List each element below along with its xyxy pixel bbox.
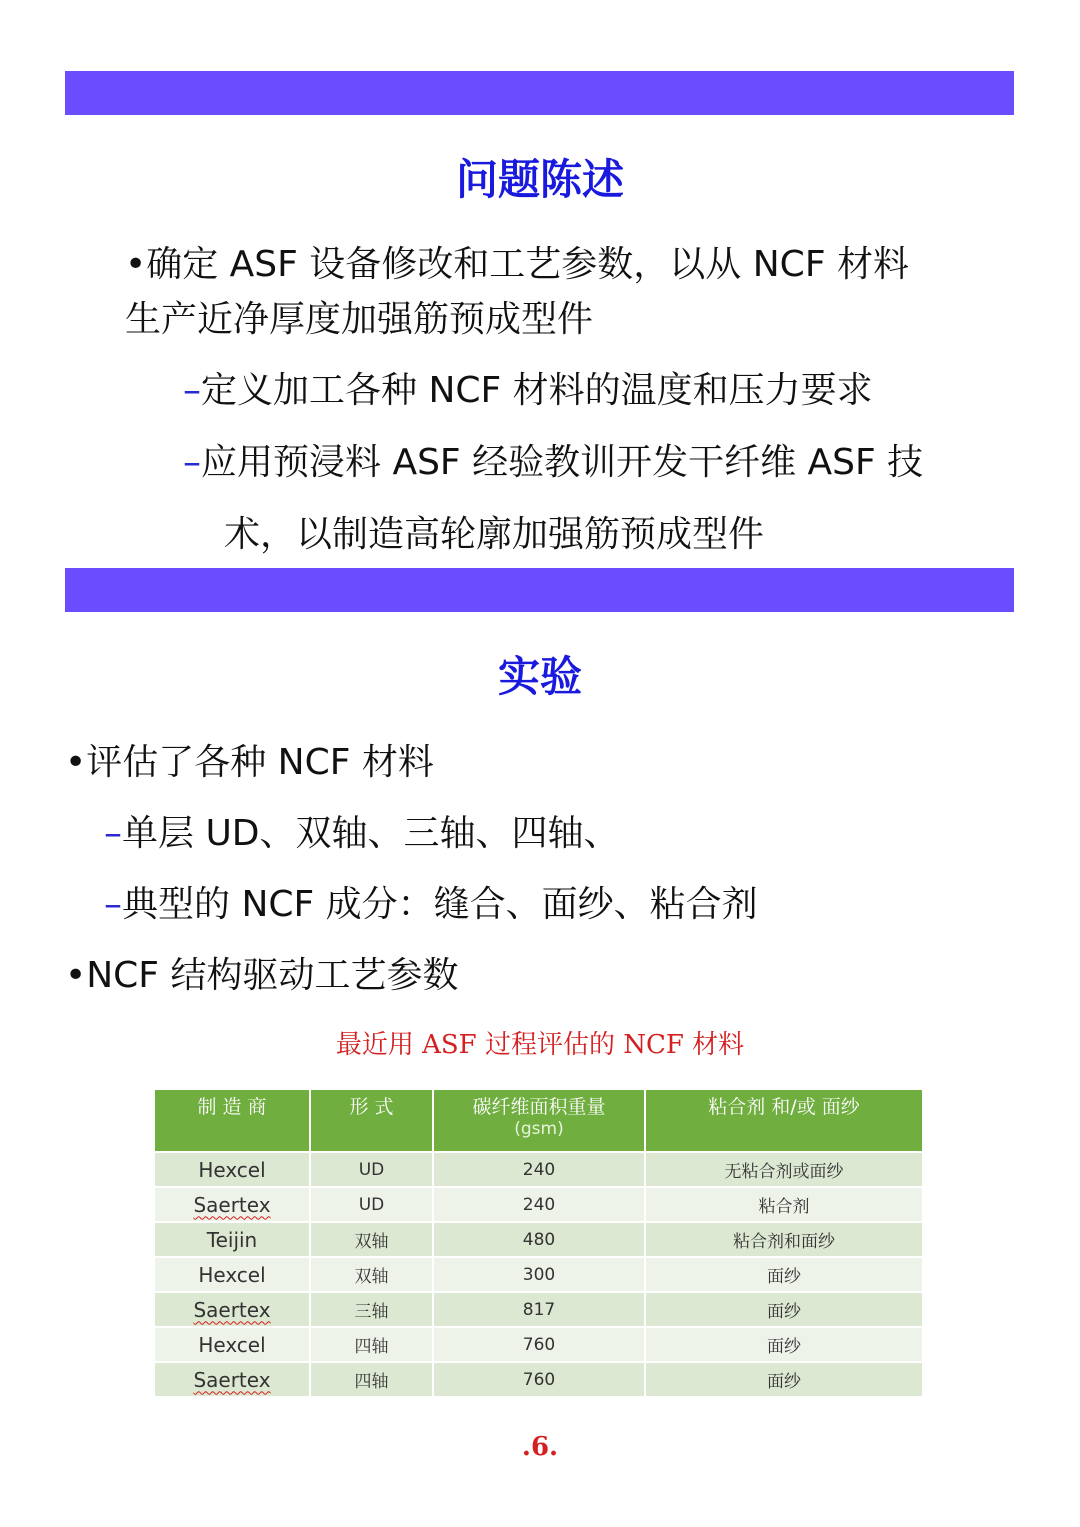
data-table	[155, 1090, 922, 1396]
dash-mark: –	[104, 813, 122, 854]
cell-manufacturer	[155, 1187, 310, 1222]
cell-binder: 面纱	[645, 1292, 922, 1327]
cell-form: UD	[310, 1187, 433, 1222]
top-divider-bar	[65, 71, 1014, 115]
bullet-mark: •	[65, 955, 87, 996]
sub-item	[104, 883, 758, 927]
cell-form: 四轴	[310, 1327, 433, 1362]
cell-form: UD	[310, 1152, 433, 1187]
table-header-row	[155, 1090, 922, 1152]
sub-item-text: 典型的 NCF 成分：缝合、面纱、粘合剂	[122, 884, 758, 925]
bullet-continuation: 生产近净厚度加强筋预成型件	[125, 299, 594, 340]
cell-binder: 粘合剂	[645, 1187, 922, 1222]
sub-item-text: 定义加工各种 NCF 材料的温度和压力要求	[201, 370, 873, 411]
cell-weight: 760	[433, 1362, 645, 1396]
page-number: .6.	[521, 1432, 559, 1462]
table-caption: 最近用 ASF 过程评估的 NCF 材料	[335, 1030, 745, 1060]
manufacturer-name: Saertex	[193, 1297, 271, 1322]
cell-form: 三轴	[310, 1292, 433, 1327]
bullet-item	[125, 243, 909, 287]
sub-item-text: 单层 UD、双轴、三轴、四轴、	[122, 813, 620, 854]
bullet-text: NCF 结构驱动工艺参数	[86, 955, 459, 996]
cell-binder: 面纱	[645, 1362, 922, 1396]
sub-item	[183, 441, 923, 485]
header-form: 形 式	[310, 1090, 433, 1152]
dash-mark: –	[104, 884, 122, 925]
sub-item	[104, 812, 620, 856]
cell-form: 双轴	[310, 1257, 433, 1292]
header-areal-weight-label: 碳纤维面积重量	[472, 1096, 606, 1118]
bullet-text: 评估了各种 NCF 材料	[86, 742, 434, 783]
cell-weight: 240	[433, 1187, 645, 1222]
manufacturer-name: Saertex	[193, 1192, 271, 1217]
cell-form: 双轴	[310, 1222, 433, 1257]
bullet-mark: •	[125, 244, 147, 285]
sub-item-continuation: 术，以制造高轮廓加强筋预成型件	[224, 514, 765, 555]
cell-form: 四轴	[310, 1362, 433, 1396]
cell-manufacturer	[155, 1362, 310, 1396]
dash-mark: –	[183, 442, 201, 483]
bullet-item	[65, 954, 458, 998]
cell-weight: 760	[433, 1327, 645, 1362]
ncf-materials-table	[155, 1090, 922, 1396]
table-row	[155, 1257, 922, 1292]
cell-manufacturer: Hexcel	[155, 1152, 310, 1187]
cell-manufacturer	[155, 1292, 310, 1327]
table-row	[155, 1187, 922, 1222]
bullet-mark: •	[65, 742, 87, 783]
cell-binder: 面纱	[645, 1327, 922, 1362]
cell-binder: 粘合剂和面纱	[645, 1222, 922, 1257]
header-manufacturer: 制 造 商	[155, 1090, 310, 1152]
cell-manufacturer: Hexcel	[155, 1257, 310, 1292]
cell-binder: 无粘合剂或面纱	[645, 1152, 922, 1187]
table-row	[155, 1327, 922, 1362]
cell-weight: 300	[433, 1257, 645, 1292]
table-row	[155, 1222, 922, 1257]
cell-manufacturer: Teijin	[155, 1222, 310, 1257]
sub-item	[183, 369, 873, 413]
manufacturer-name: Saertex	[193, 1367, 271, 1392]
bullet-text: 确定 ASF 设备修改和工艺参数，以从 NCF 材料	[146, 244, 909, 285]
cell-weight: 480	[433, 1222, 645, 1257]
header-areal-weight	[433, 1090, 645, 1152]
cell-manufacturer: Hexcel	[155, 1327, 310, 1362]
header-areal-weight-unit: (gsm)	[514, 1119, 564, 1139]
middle-divider-bar	[65, 568, 1014, 612]
sub-item-text: 应用预浸料 ASF 经验教训开发干纤维 ASF 技	[201, 442, 924, 483]
dash-mark: –	[183, 370, 201, 411]
cell-weight: 817	[433, 1292, 645, 1327]
bullet-item	[65, 741, 434, 785]
cell-binder: 面纱	[645, 1257, 922, 1292]
table-row	[155, 1152, 922, 1187]
table-row	[155, 1362, 922, 1396]
section-title-problem: 问题陈述	[455, 155, 624, 204]
cell-weight: 240	[433, 1152, 645, 1187]
table-row	[155, 1292, 922, 1327]
header-binder-veil: 粘合剂 和/或 面纱	[645, 1090, 922, 1152]
section-title-experiment: 实验	[497, 652, 582, 701]
